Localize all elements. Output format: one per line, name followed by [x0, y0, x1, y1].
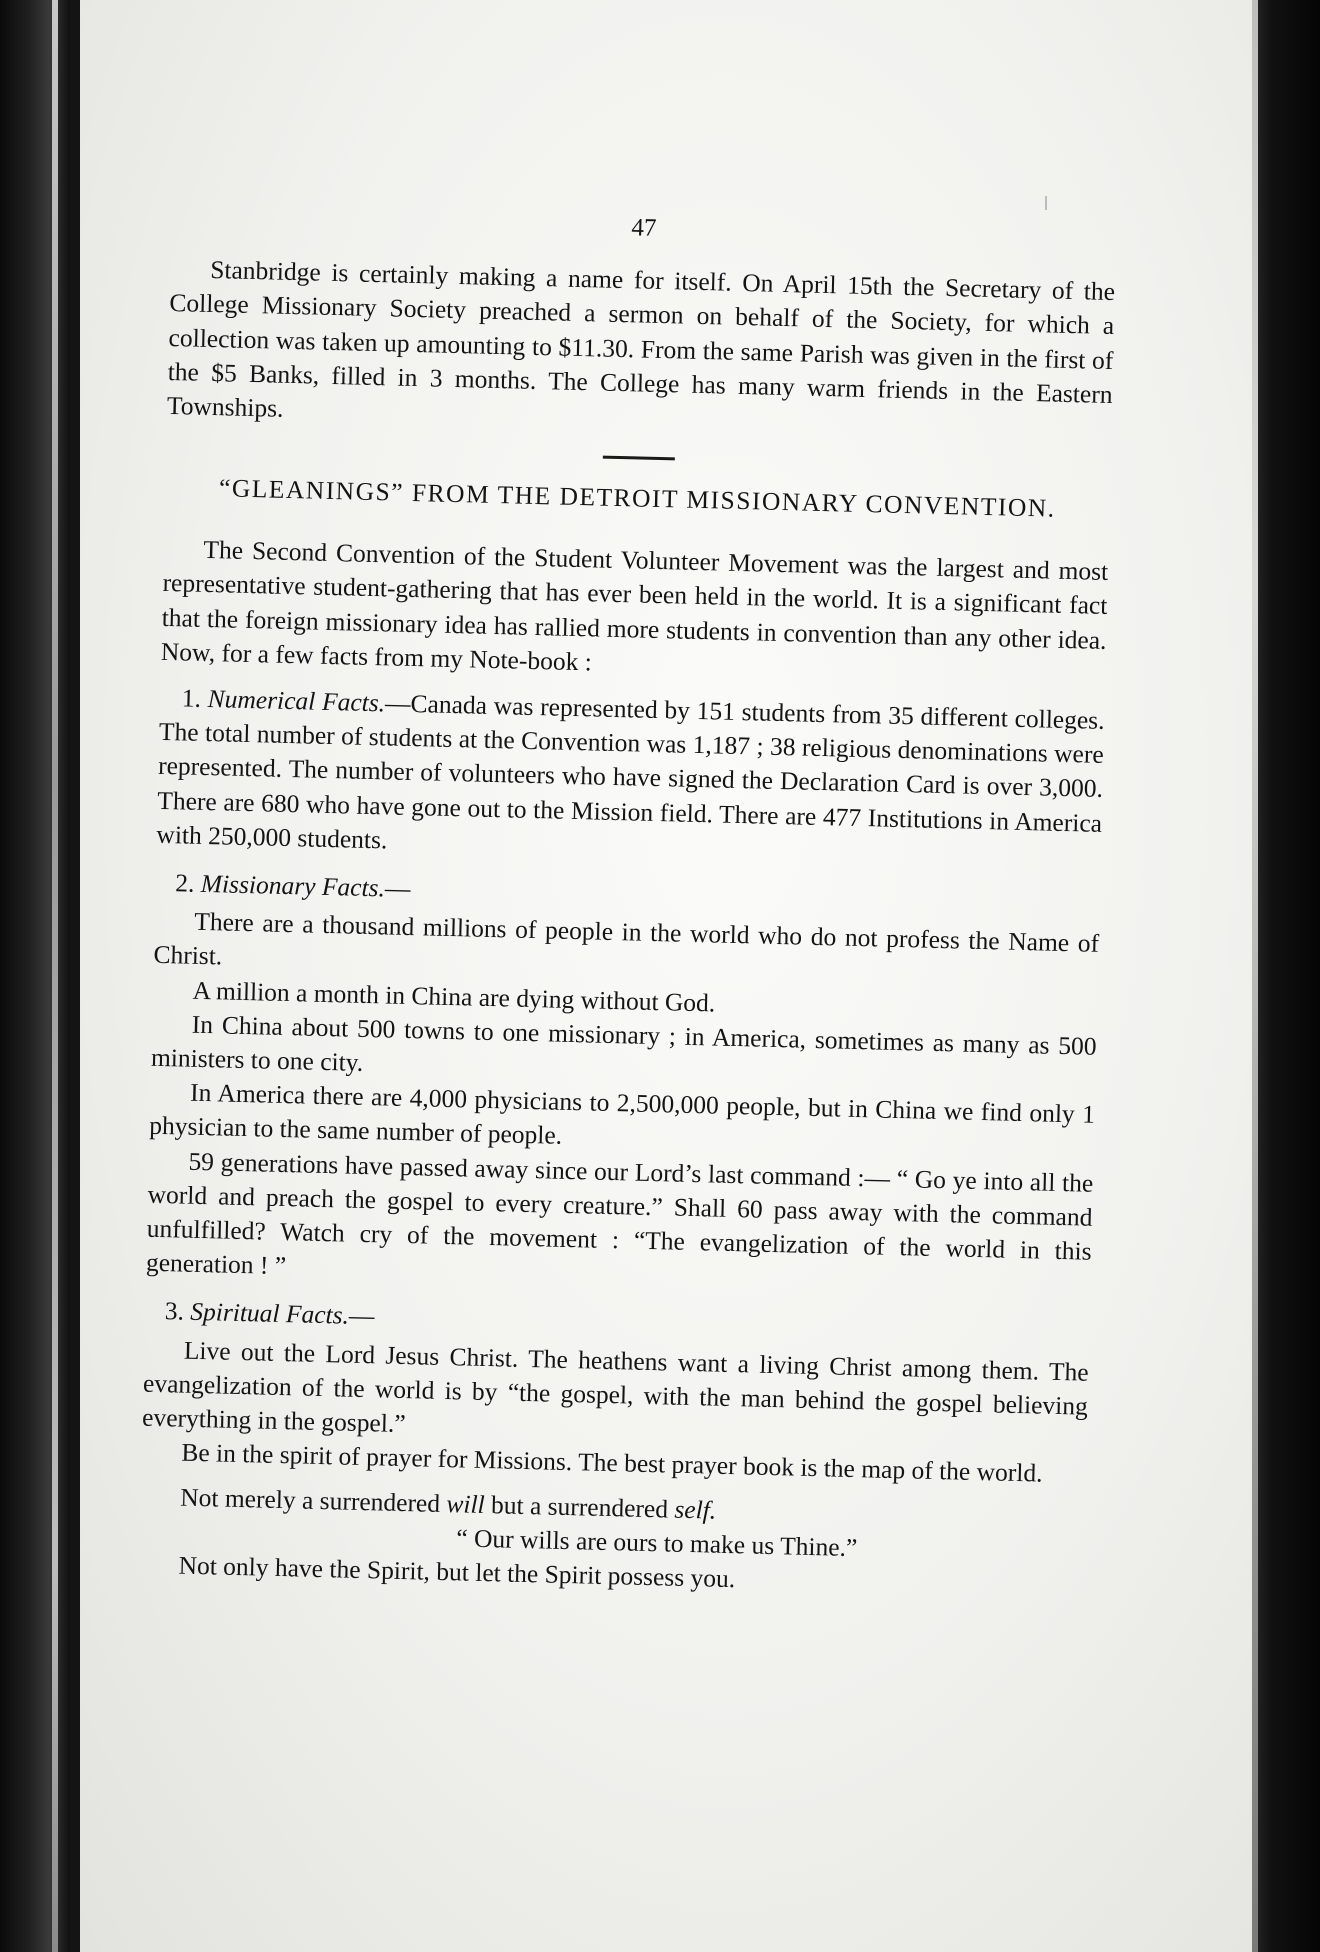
emphasis-self: self. [674, 1494, 717, 1525]
intro-paragraph: Stanbridge is certainly making a name for itself. On April 15th the Secretary of the College Missionary Society preached a sermon on behalf of the Society, for which a collection was taken up amounting to $11.30. From the same Parish was given in the first of the $5 Banks, filled in 3 months. The College has many warm friends in the Eastern Townships. [166, 255, 1116, 423]
section-dash: — [348, 1301, 375, 1331]
section-title: Missionary Facts. [200, 868, 386, 903]
section-title: Spiritual Facts. [189, 1297, 350, 1331]
right-page-edge [1250, 0, 1320, 1952]
section-number: 3. [164, 1296, 185, 1327]
emphasis-will: will [446, 1488, 486, 1519]
spiritual-fact: Be in the spirit of prayer for Missions. The best prayer book is the map of the world. [181, 1437, 1043, 1488]
section-dash: — [384, 873, 411, 904]
missionary-fact: 59 generations have passed away since our Lord’s last command :— “ Go ye into all the world and preach the gospel to every creature.” Shall 60 pass away with the command unfulfilled? Watch cry of the movement : “The evangelization of the world in this generation ! ” [145, 1146, 1094, 1281]
final-line: Not only have the Spirit, but let the Spirit possess you. [178, 1550, 736, 1594]
opening-paragraph: The Second Convention of the Student Volunteer Movement was the largest and most representative student-gathering that has ever been held in the world. It is a significant fact that the foreign missionary idea has rallied more students in convention than any other idea. Now, for a few facts from my Note-book : [160, 535, 1109, 677]
spiritual-fact: Live out the Lord Jesus Christ. The heathens want a living Christ among them. The evangelization of the world is by “the gospel, with the man behind the gospel believing everything in the gospel.” [141, 1335, 1089, 1439]
article-heading: “GLEANINGS” FROM THE DETROIT MISSIONARY CONVENTION. [218, 473, 1056, 523]
missionary-fact: There are a thousand millions of people in the world who do not profess the Name of Christ. [153, 907, 1100, 971]
page-text [138, 200, 1116, 1605]
section-body: —Canada was represented by 151 students from 35 different colleges. The total number of students at the Convention was 1,187 ; 38 religious denominations were represented. The number of volunteers who have signed the Declaration Card is over 3,000. There are 680 who have gone out to the Mission field. There are 477 Institutions in America with 250,000 students. [156, 688, 1105, 855]
section-title: Numerical Facts. [207, 684, 386, 718]
missionary-fact: In China about 500 towns to one missionary ; in America, sometimes as many as 500 ministers to one city. [150, 1009, 1097, 1077]
left-page-edge [0, 0, 70, 1952]
numerical-facts-paragraph [156, 681, 1105, 875]
surrender-line: Not merely a surrendered will but a surrendered self. [179, 1482, 717, 1525]
section-divider [602, 456, 674, 461]
page-number: 47 [631, 214, 657, 242]
section-number: 2. [174, 868, 195, 898]
section-number: 1. [181, 683, 202, 713]
hymn-quote: “ Our wills are ours to make us Thine.” [456, 1523, 858, 1562]
missionary-fact: In America there are 4,000 physicians to 2,500,000 people, but in China we find only 1 physician to the same number of people. [149, 1077, 1096, 1151]
missionary-fact: A million a month in China are dying without God. [192, 975, 716, 1018]
page [80, 0, 1252, 1952]
scan-speck [1045, 196, 1047, 210]
